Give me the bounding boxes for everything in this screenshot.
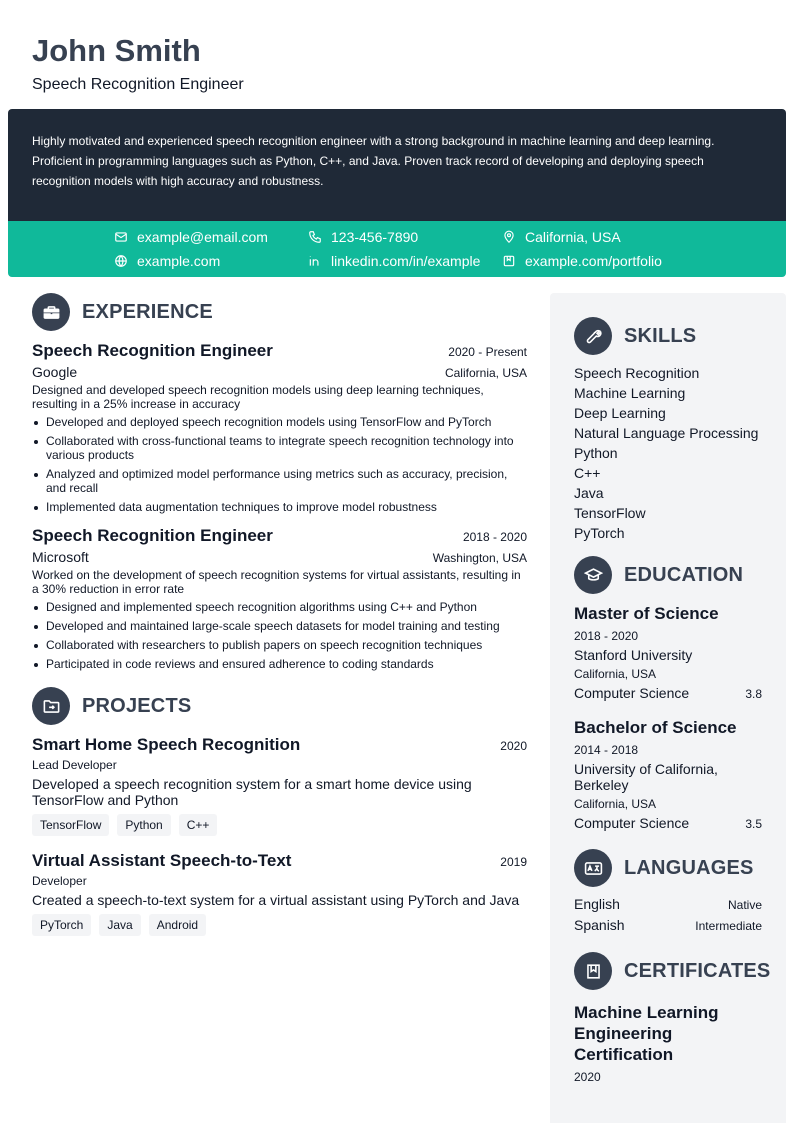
education-location: California, USA [574,667,657,681]
job-entry [32,341,527,514]
job-company: Google [32,364,78,380]
degree: Master of Science [574,604,719,623]
job-bullets [32,600,527,671]
education-location: California, USA [574,797,657,811]
job-location: Washington, USA [432,551,527,565]
sidebar [550,293,786,1123]
map-pin-icon [502,230,516,244]
summary-text: Highly motivated and experienced speech recognition engineer with a strong background in machine learning and deep learning. Proficient in programming languages such as Python, C++, and Java. Proven track record of developing and deploying speech recognition models with high accuracy and robustness. [32,134,715,188]
skills-title: SKILLS [624,324,697,347]
certificate-year: 2020 [574,1070,601,1084]
skill-item: C++ [574,465,601,481]
project-role: Lead Developer [32,758,117,772]
certificates-section [574,952,771,1085]
project-description: Created a speech-to-text system for a virtual assistant using PyTorch and Java [32,892,520,908]
certificates-heading [574,952,771,990]
languages-list [574,894,762,936]
job-dates: 2018 - 2020 [462,530,527,544]
certificate-name: Machine Learning Engineering Certification [574,1003,719,1064]
certificates-title: CERTIFICATES [624,959,771,982]
language-icon [574,849,612,887]
language-level: Intermediate [695,919,762,933]
contact-website[interactable] [114,253,220,269]
language-level: Native [727,898,762,912]
project-tags [32,814,527,836]
education-dates: 2014 - 2018 [574,743,639,757]
job-company: Microsoft [32,549,89,565]
job-title: Speech Recognition Engineer [32,341,273,360]
contact-linkedin[interactable] [308,253,480,269]
main-column [32,293,527,936]
contact-email-text: example@email.com [137,229,268,245]
project-entry [32,735,527,836]
job-bullet: Collaborated with researchers to publish papers on speech recognition techniques [32,638,527,652]
skill-item: Machine Learning [574,385,686,401]
languages-title: LANGUAGES [624,856,754,879]
project-tag: C++ [179,814,218,836]
project-year: 2020 [500,739,527,753]
project-role: Developer [32,874,87,888]
institution: Stanford University [574,647,693,663]
contact-location-text: California, USA [525,229,621,245]
project-tag: PyTorch [32,914,91,936]
project-tag: Python [117,814,170,836]
contact-linkedin-text: linkedin.com/in/example [331,253,481,269]
phone-icon [308,230,322,244]
job-title: Speech Recognition Engineer [32,526,273,545]
project-description: Developed a speech recognition system for a smart home device using TensorFlow and Python [32,776,472,808]
institution: University of California, Berkeley [574,761,718,793]
job-location: California, USA [444,366,527,380]
skill-item: TensorFlow [574,505,646,521]
certificate-entry [574,1002,762,1085]
summary-panel [8,109,786,221]
project-tag: TensorFlow [32,814,109,836]
certificate-icon [574,952,612,990]
job-bullet: Implemented data augmentation techniques to improve model robustness [32,500,527,514]
mail-icon [114,230,128,244]
projects-title: PROJECTS [82,694,192,717]
language-item [574,915,762,936]
language-item [574,894,762,915]
project-tag: Android [149,914,206,936]
contact-phone-text: 123-456-7890 [331,229,419,245]
portfolio-icon [502,254,516,268]
job-description: Worked on the development of speech recognition systems for virtual assistants, resulting in a 30% reduction in error rate [32,568,521,596]
folder-icon [32,687,70,725]
contact-location [502,229,621,245]
skills-list [574,363,762,543]
experience-heading [32,293,527,331]
wrench-icon [574,317,612,355]
gpa: 3.5 [745,817,762,831]
skill-item: Natural Language Processing [574,425,759,441]
graduation-cap-icon [574,556,612,594]
job-entry [32,526,527,671]
project-title: Virtual Assistant Speech-to-Text [32,851,292,870]
contact-email[interactable] [114,229,268,245]
job-description: Designed and developed speech recognition models using deep learning techniques, resulting in a 25% increase in accuracy [32,383,484,411]
candidate-name: John Smith [32,33,201,68]
job-dates: 2020 - Present [448,345,527,359]
contact-website-text: example.com [137,253,221,269]
job-bullet: Collaborated with cross-functional teams to integrate speech recognition technology into various products [32,434,527,462]
job-bullet: Developed and deployed speech recognition models using TensorFlow and PyTorch [32,415,527,429]
education-entry [574,604,762,702]
education-section [574,556,762,832]
field-of-study: Computer Science [574,685,690,701]
project-tags [32,914,527,936]
contact-portfolio[interactable] [502,253,662,269]
skill-item: Python [574,445,618,461]
skill-item: Speech Recognition [574,365,700,381]
languages-section [574,849,762,936]
projects-heading [32,687,527,725]
briefcase-icon [32,293,70,331]
education-dates: 2018 - 2020 [574,629,639,643]
skill-item: PyTorch [574,525,625,541]
globe-icon [114,254,128,268]
job-bullet: Analyzed and optimized model performance using metrics such as accuracy, precision, and recall [32,467,527,495]
skill-item: Deep Learning [574,405,666,421]
project-title: Smart Home Speech Recognition [32,735,301,754]
job-bullet: Developed and maintained large-scale speech datasets for model training and testing [32,619,527,633]
experience-title: EXPERIENCE [82,300,213,323]
contact-phone[interactable] [308,229,418,245]
job-bullets [32,415,527,514]
skills-section [574,317,762,543]
education-heading [574,556,762,594]
linkedin-icon [308,254,322,268]
candidate-title: Speech Recognition Engineer [32,76,244,93]
resume-header [32,32,244,94]
degree: Bachelor of Science [574,718,737,737]
project-tag: Java [99,914,140,936]
gpa: 3.8 [745,687,762,701]
job-bullet: Participated in code reviews and ensured adherence to coding standards [32,657,527,671]
skills-heading [574,317,762,355]
language-name: Spanish [574,917,625,933]
skill-item: Java [574,485,604,501]
contact-bar [8,221,786,277]
project-year: 2019 [500,855,527,869]
language-name: English [574,896,620,912]
field-of-study: Computer Science [574,815,690,831]
contact-portfolio-text: example.com/portfolio [525,253,662,269]
education-entry [574,718,762,832]
languages-heading [574,849,762,887]
project-entry [32,851,527,936]
job-bullet: Designed and implemented speech recognition algorithms using C++ and Python [32,600,527,614]
education-title: EDUCATION [624,563,744,586]
